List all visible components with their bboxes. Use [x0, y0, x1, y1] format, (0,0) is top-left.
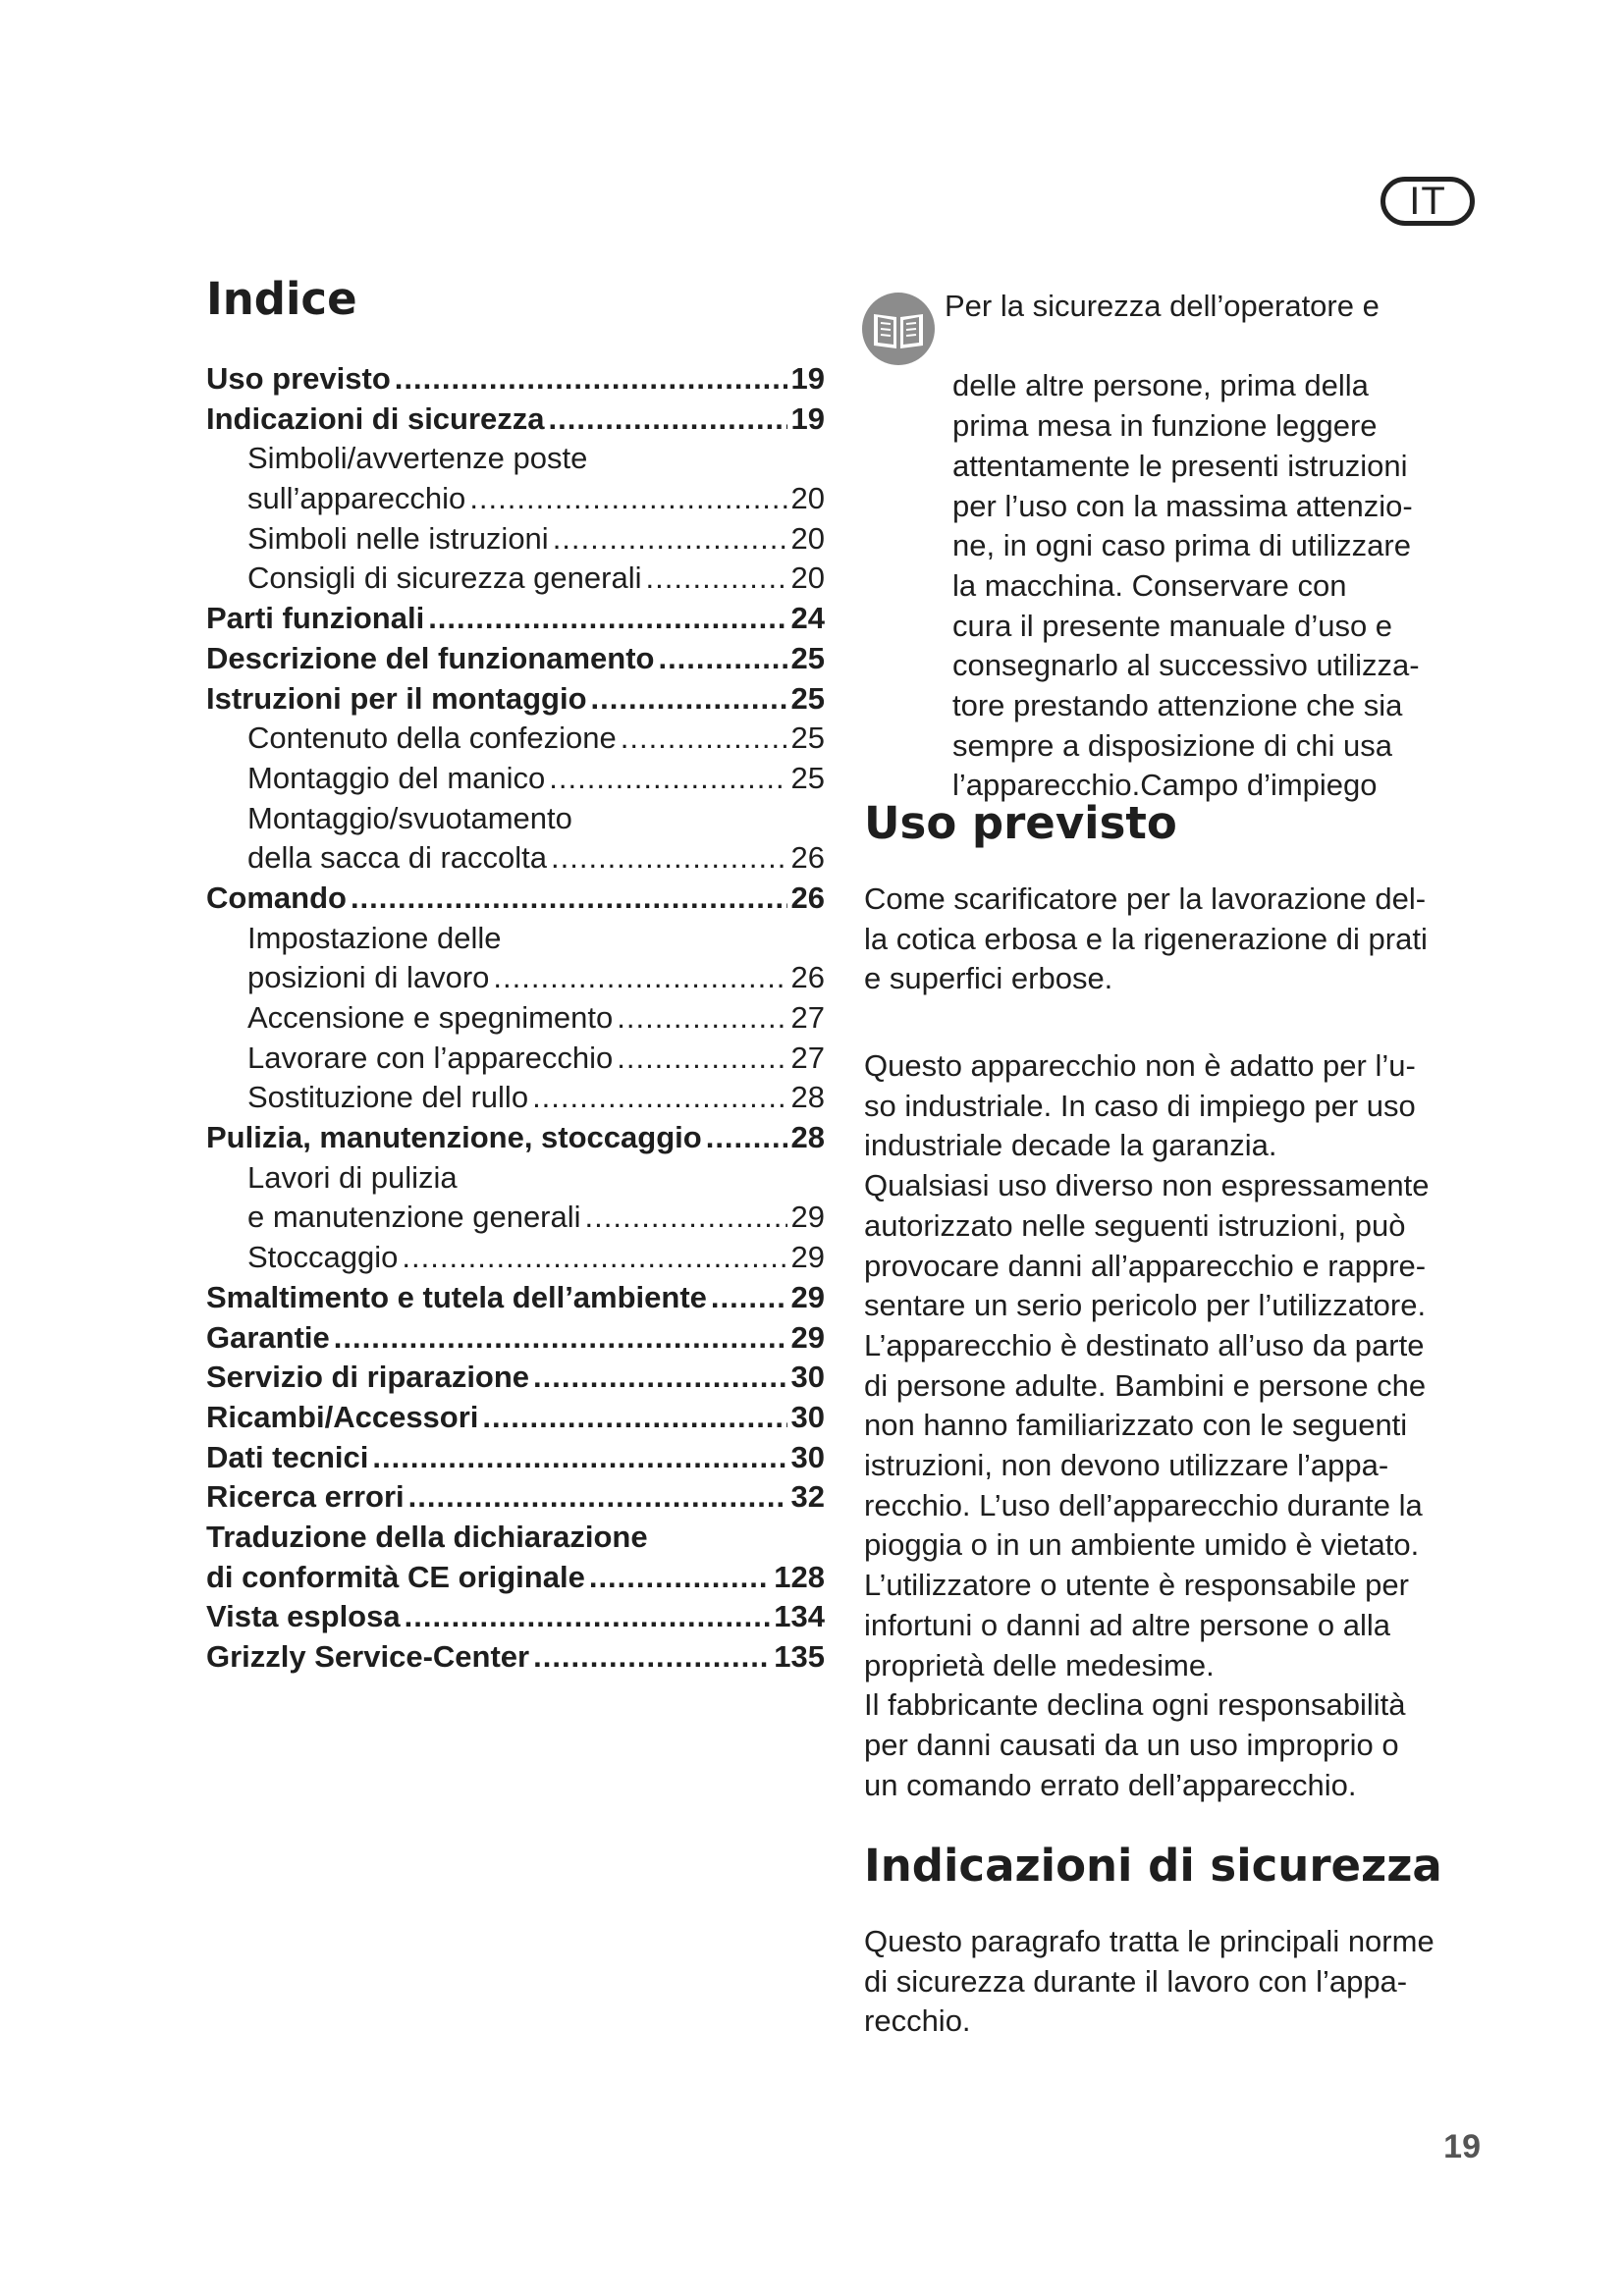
read-manual-book-icon: [860, 291, 937, 367]
text-line: provocare danni all’apparecchio e rappre-: [864, 1248, 1427, 1283]
text-line: per danni causati da un uso improprio o: [864, 1727, 1399, 1762]
toc-entry-text: Simboli nelle istruzioni: [247, 520, 549, 556]
toc-entry-text: Simboli/avvertenze poste: [247, 441, 588, 476]
safety-note: [945, 287, 1483, 806]
toc-leader-dots: [645, 559, 786, 599]
toc-entry-text: Istruzioni per il montaggio: [206, 680, 587, 716]
toc-entry-text: Montaggio/svuotamento: [247, 800, 572, 835]
toc-page-number: 25: [790, 760, 825, 795]
toc-leader-dots: [395, 359, 787, 400]
toc-page-number: 29: [790, 1240, 825, 1275]
text-line: pioggia o in un ambiente umido è vietato.: [864, 1527, 1420, 1563]
text-line: per l’uso con la massima attenzio-: [952, 488, 1413, 523]
language-code: IT: [1409, 179, 1446, 223]
toc-leader-dots: [585, 1198, 787, 1238]
toc-leader-dots: [405, 1597, 771, 1637]
toc-leader-dots: [706, 1118, 787, 1158]
toc-page-number: 29: [790, 1200, 825, 1235]
text-line: tore prestando attenzione che sia: [952, 688, 1403, 723]
text-line: recchio. L’uso dell’apparecchio durante la: [864, 1487, 1423, 1522]
toc-entry-text: Ricerca errori: [206, 1479, 405, 1515]
toc-entry: [206, 679, 825, 720]
toc-entry: [206, 719, 825, 759]
toc-entry-text: Uso previsto: [206, 361, 391, 396]
toc-page-number: 28: [790, 1080, 825, 1115]
text-line: e superfici erbose.: [864, 961, 1113, 996]
text-line: ne, in ogni caso prima di utilizzare: [952, 528, 1411, 563]
toc-page-number: 20: [790, 481, 825, 516]
toc-leader-dots: [591, 679, 787, 720]
text-line: cura il presente manuale d’uso e: [952, 608, 1393, 643]
toc-leader-dots: [482, 1398, 786, 1438]
toc-leader-dots: [402, 1238, 786, 1278]
text-line: L’apparecchio è destinato all’uso da parte: [864, 1327, 1425, 1362]
toc-entry: [206, 919, 825, 959]
toc-page-number: 26: [790, 880, 825, 915]
toc-entry-text: Indicazioni di sicurezza: [206, 400, 545, 436]
toc-entry-text: Contenuto della confezione: [247, 721, 617, 756]
text-line: non hanno familiarizzato con le seguenti: [864, 1408, 1408, 1443]
text-line: Questo apparecchio non è adatto per l’u-: [864, 1048, 1416, 1083]
toc-entry-text: Lavorare con l’apparecchio: [247, 1040, 614, 1075]
text-line: Qualsiasi uso diverso non espressamente: [864, 1168, 1430, 1203]
toc-entry-text: Pulizia, manutenzione, stoccaggio: [206, 1120, 702, 1155]
toc-entry-text: Stoccaggio: [247, 1240, 399, 1275]
toc-entry: [206, 1318, 825, 1359]
toc-entry: [206, 1118, 825, 1158]
toc-entry: [206, 479, 825, 519]
toc-page-number: 134: [774, 1599, 825, 1634]
text-line: consegnarlo al successivo utilizza-: [952, 648, 1420, 683]
section-title-indicazioni: Indicazioni di sicurezza: [864, 1840, 1442, 1892]
toc-page-number: 20: [790, 520, 825, 556]
text-line: la macchina. Conservare con: [952, 567, 1347, 603]
page-number: 19: [1443, 2128, 1481, 2165]
toc-entry: [206, 599, 825, 639]
toc-page-number: 19: [790, 361, 825, 396]
text-line: Questo paragrafo tratta le principali norme: [864, 1924, 1435, 1958]
toc-entry-text: Servizio di riparazione: [206, 1360, 530, 1395]
toc-entry-text: Sostituzione del rullo: [247, 1080, 529, 1115]
toc-entry-text: posizioni di lavoro: [247, 960, 490, 995]
toc-entry: [206, 1438, 825, 1478]
section-title-uso-previsto: Uso previsto: [864, 797, 1177, 849]
toc-page-number: 19: [790, 400, 825, 436]
toc-entry-text: Accensione e spegnimento: [247, 1000, 614, 1035]
toc-page-number: 25: [790, 721, 825, 756]
toc-page-number: 30: [790, 1360, 825, 1395]
text-line: attentamente le presenti istruzioni: [952, 448, 1408, 483]
toc-entry: [206, 1039, 825, 1079]
toc-entry: [206, 1398, 825, 1438]
toc-page-number: 29: [790, 1279, 825, 1314]
toc-entry-text: Vista esplosa: [206, 1599, 401, 1634]
toc-leader-dots: [549, 759, 786, 799]
toc-leader-dots: [617, 998, 786, 1039]
toc-entry: [206, 799, 825, 839]
toc-leader-dots: [408, 1477, 787, 1518]
toc-page-number: 30: [790, 1439, 825, 1474]
toc-leader-dots: [549, 400, 787, 440]
text-line: so industriale. In caso di impiego per uso: [864, 1088, 1416, 1123]
toc-page-number: 32: [790, 1479, 825, 1515]
toc-page-number: 27: [790, 1040, 825, 1075]
language-badge: [1380, 177, 1475, 226]
toc-entry: [206, 958, 825, 998]
toc-entry: [206, 1158, 825, 1199]
toc-page-number: 20: [790, 561, 825, 596]
toc-entry-text: sull’apparecchio: [247, 481, 466, 516]
toc-page-number: 25: [790, 680, 825, 716]
toc-entry: [206, 1078, 825, 1118]
toc-leader-dots: [533, 1358, 786, 1398]
toc-entry: [206, 1238, 825, 1278]
toc-leader-dots: [532, 1078, 786, 1118]
toc-leader-dots: [533, 1637, 770, 1678]
toc-entry: [206, 1198, 825, 1238]
toc-entry-text: Lavori di pulizia: [247, 1159, 458, 1195]
toc-entry-text: Traduzione della dichiarazione: [206, 1519, 648, 1554]
toc-leader-dots: [589, 1558, 770, 1598]
toc-entry: [206, 1597, 825, 1637]
toc-entry: [206, 559, 825, 599]
toc-entry: [206, 998, 825, 1039]
text-line: industriale decade la garanzia.: [864, 1128, 1277, 1163]
toc-entry: [206, 639, 825, 679]
toc-page-number: 135: [774, 1639, 825, 1674]
toc-leader-dots: [621, 719, 787, 759]
toc-page-number: 26: [790, 960, 825, 995]
text-line: sentare un serio pericolo per l’utilizzatore.: [864, 1288, 1427, 1323]
toc-entry: [206, 1637, 825, 1678]
text-line: di persone adulte. Bambini e persone che: [864, 1367, 1427, 1403]
toc-entry: [206, 359, 825, 400]
toc-leader-dots: [617, 1039, 786, 1079]
toc-entry-text: di conformità CE originale: [206, 1559, 585, 1594]
text-line: infortuni o danni ad altre persone o alla: [864, 1607, 1390, 1642]
text-line: delle altre persone, prima della: [952, 368, 1369, 403]
toc-leader-dots: [469, 479, 786, 519]
toc-page-number: 128: [774, 1559, 825, 1594]
toc-entry-text: Smaltimento e tutela dell’ambiente: [206, 1279, 707, 1314]
text-line: di sicurezza durante il lavoro con l’appa-: [864, 1963, 1408, 1999]
text-line: recchio.: [864, 2003, 971, 2039]
toc-entry-text: Garantie: [206, 1319, 330, 1355]
toc-entry-text: Descrizione del funzionamento: [206, 640, 655, 675]
toc-leader-dots: [428, 599, 786, 639]
toc-entry-text: Ricambi/Accessori: [206, 1399, 479, 1434]
toc-leader-dots: [372, 1438, 786, 1478]
toc-entry-text: Grizzly Service-Center: [206, 1639, 530, 1674]
toc-leader-dots: [334, 1318, 787, 1359]
toc-page-number: 28: [790, 1120, 825, 1155]
toc-leader-dots: [553, 519, 787, 560]
text-line: Il fabbricante declina ogni responsabilità: [864, 1687, 1406, 1723]
text-line: Come scarificatore per la lavorazione del-: [864, 881, 1427, 916]
toc-leader-dots: [711, 1278, 787, 1318]
toc-entry: [206, 1518, 825, 1558]
text-line: prima mesa in funzione leggere: [952, 408, 1378, 444]
toc-entry: [206, 1558, 825, 1598]
toc-entry: [206, 838, 825, 879]
toc-page-number: 25: [790, 640, 825, 675]
toc-entry: [206, 439, 825, 479]
toc-entry: [206, 1477, 825, 1518]
toc-entry-text: Dati tecnici: [206, 1439, 369, 1474]
toc-leader-dots: [658, 639, 786, 679]
toc-page-number: 29: [790, 1319, 825, 1355]
toc-entry: [206, 759, 825, 799]
text-line: sempre a disposizione di chi usa: [952, 727, 1393, 763]
toc-page-number: 26: [790, 840, 825, 876]
toc-entry-text: della sacca di raccolta: [247, 840, 547, 876]
uso-previsto-paragraph-1: [864, 880, 1492, 999]
text-line: un comando errato dell’apparecchio.: [864, 1767, 1357, 1802]
toc-page-number: 24: [790, 601, 825, 636]
toc-entry: [206, 519, 825, 560]
indicazioni-paragraph: [864, 1922, 1492, 2042]
toc-entry: [206, 400, 825, 440]
toc-entry: [206, 1278, 825, 1318]
text-line: autorizzato nelle seguenti istruzioni, può: [864, 1207, 1406, 1243]
toc-entry: [206, 879, 825, 919]
toc-entry-text: Parti funzionali: [206, 601, 425, 636]
toc-entry: [206, 1358, 825, 1398]
table-of-contents: [206, 359, 825, 1678]
text-line: istruzioni, non devono utilizzare l’appa-: [864, 1448, 1389, 1483]
text-line: l’apparecchio.Campo d’impiego: [952, 768, 1378, 803]
toc-entry-text: Impostazione delle: [247, 920, 502, 955]
toc-leader-dots: [351, 879, 787, 919]
toc-title: Indice: [206, 273, 357, 325]
text-line: proprietà delle medesime.: [864, 1647, 1215, 1682]
toc-leader-dots: [493, 958, 786, 998]
toc-entry-text: Montaggio del manico: [247, 760, 546, 795]
safety-note-line: Per la sicurezza dell’operatore e: [945, 289, 1380, 323]
toc-page-number: 30: [790, 1399, 825, 1434]
toc-page-number: 27: [790, 1000, 825, 1035]
toc-entry-text: e manutenzione generali: [247, 1200, 581, 1235]
text-line: L’utilizzatore o utente è responsabile per: [864, 1568, 1409, 1603]
text-line: la cotica erbosa e la rigenerazione di prati: [864, 921, 1428, 956]
uso-previsto-paragraph-2: [864, 1046, 1492, 1805]
toc-leader-dots: [551, 838, 787, 879]
toc-entry-text: Comando: [206, 880, 347, 915]
toc-entry-text: Consigli di sicurezza generali: [247, 561, 642, 596]
